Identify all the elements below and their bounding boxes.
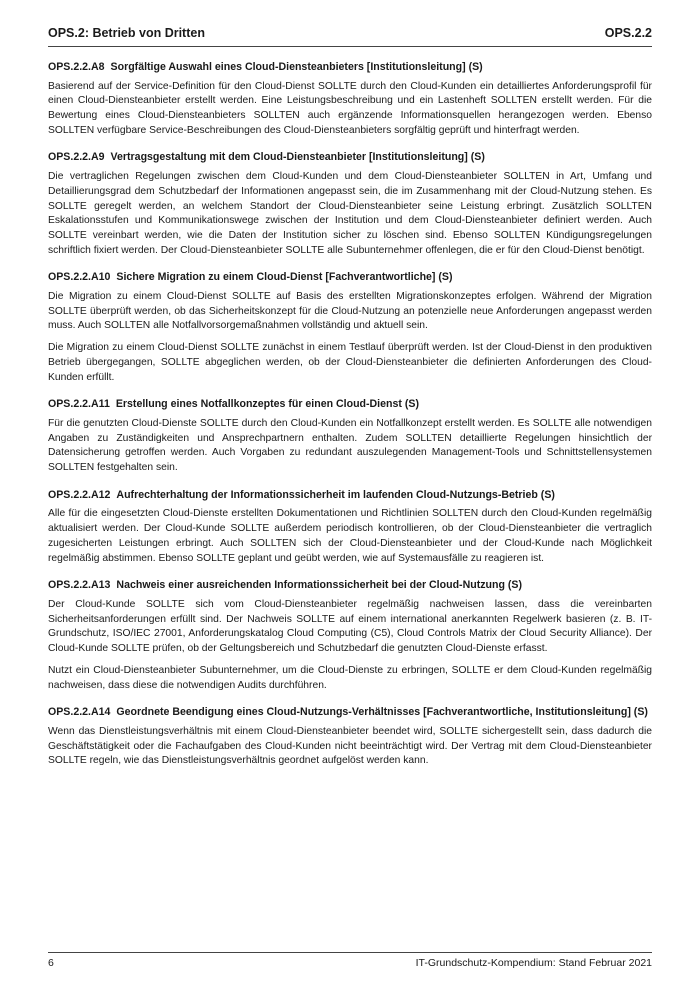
requirement-heading	[48, 270, 652, 285]
page-number: 6	[48, 957, 54, 969]
requirement-a11	[48, 397, 652, 475]
requirement-title: Geordnete Beendigung eines Cloud-Nutzungs-Verhältnisses [Fachverantwortliche, Institutionsleitung] (S)	[116, 706, 648, 719]
page-footer	[48, 957, 652, 969]
requirement-title: Sorgfältige Auswahl eines Cloud-Diensteanbieters [Institutionsleitung] (S)	[110, 61, 483, 73]
requirement-paragraph: Der Cloud-Kunde SOLLTE sich vom Cloud-Diensteanbieter regelmäßig nachweisen lassen, dass die vereinbarten Sicherheitsanforderungen erfüllt sind. Der Nachweis SOLLTE auf einem international anerkannten Regelwerk basieren (z. B. IT-Grundschutz, ISO/IEC 27001, Anforderungskatalog Cloud Computing (C5), Cloud Controls Matrix der Cloud Security Alliance). Der Cloud-Kunde SOLLTE prüfen, ob der Geltungsbereich und Schutzbedarf die genutzten Cloud-Dienste erfasst.	[48, 598, 652, 655]
requirement-a10	[48, 270, 652, 385]
requirement-title: Erstellung eines Notfallkonzeptes für einen Cloud-Dienst (S)	[115, 398, 419, 411]
requirement-title: Sichere Migration zu einem Cloud-Dienst [Fachverantwortliche] (S)	[116, 271, 453, 284]
requirements-list	[48, 60, 652, 781]
footer-edition: IT-Grundschutz-Kompendium: Stand Februar 2021	[415, 957, 652, 969]
requirement-paragraph: Die Migration zu einem Cloud-Dienst SOLLTE zunächst in einem Testlauf überprüft werden. Ist der Cloud-Dienst in den produktiven Betrieb übergegangen, SOLLTE abgeglichen werden, ob der Cloud-Diensteanbieter die definierten Anforderungen des Cloud-Kunden erfüllt.	[48, 342, 652, 383]
requirement-heading	[48, 488, 652, 503]
requirement-code: OPS.2.2.A13	[48, 579, 111, 592]
requirement-a14	[48, 705, 652, 769]
requirement-paragraph: Basierend auf der Service-Definition für den Cloud-Dienst SOLLTE durch den Cloud-Kunden ein detailliertes Anforderungsprofil für einen Cloud-Diensteanbieter erstellt werden. Eine Leistungsbeschreibung und ein Lastenheft SOLLTEN erstellt werden. Für die Bewertung eines Cloud-Diensteanbieters SOLLTEN auch ergänzende Informationsquellen herangezogen werden. Ebenso SOLLTEN verfügbare Service-Beschreibungen des Cloud-Diensteanbieters sorgfältig geprüft und hinterfragt werden.	[48, 80, 652, 136]
requirement-heading	[48, 705, 652, 720]
requirement-paragraph: Alle für die eingesetzten Cloud-Dienste erstellten Dokumentationen und Richtlinien SOLLTEN durch den Cloud-Kunden regelmäßig aktualisiert werden. Der Cloud-Kunde SOLLTE außerdem periodisch kontrollieren, ob der Cloud-Diensteanbieter die vertraglich zugesicherten Leistungen erbringt. Auch SOLLTEN sich der Cloud-Diensteanbieter und der Cloud-Kunde nach Möglichkeit regelmäßig abstimmen. Ebenso SOLLTE geplant und geübt werden, wie auf Systemausfälle zu reagieren ist.	[48, 508, 652, 564]
header-divider	[48, 46, 652, 47]
page-header	[48, 22, 652, 44]
requirement-title: Aufrechterhaltung der Informationssicherheit im laufenden Cloud-Nutzungs-Betrieb (S)	[116, 488, 555, 501]
requirement-code: OPS.2.2.A14	[48, 706, 111, 719]
requirement-heading	[48, 150, 652, 165]
requirement-code: OPS.2.2.A10	[48, 271, 111, 284]
requirement-title: Vertragsgestaltung mit dem Cloud-Diensteanbieter [Institutionsleitung] (S)	[110, 151, 485, 164]
footer-divider	[48, 952, 652, 953]
requirement-heading	[48, 397, 652, 412]
requirement-a12	[48, 488, 652, 566]
header-title: OPS.2: Betrieb von Dritten	[48, 26, 205, 40]
requirement-paragraph: Nutzt ein Cloud-Diensteanbieter Subunternehmer, um die Cloud-Dienste zu erbringen, SOLLTE er dem Cloud-Kunden regelmäßig nachweisen, dass diese die notwendigen Audits durchführen.	[48, 664, 652, 691]
requirement-heading	[48, 578, 652, 593]
requirement-a8	[48, 60, 652, 138]
requirement-paragraph: Die vertraglichen Regelungen zwischen dem Cloud-Kunden und dem Cloud-Diensteanbieter SOLLTEN in Art, Umfang und Detaillierungsgrad dem Schutzbedarf der Informationen angepasst sein, die im Zusammenhang mit der Cloud-Nutzung stehen. Es SOLLTE geregelt werden, an welchem Standort der Cloud-Diensteanbieter seine Leistung erbringt. Zusätzlich SOLLTEN Eskalationsstufen und Kommunikationswege zwischen der Institution und dem Cloud-Diensteanbieter definiert werden. Auch SOLLTE vereinbart werden, wie die Daten der Institution sicher zu löschen sind. Ebenso SOLLTEN Kündigungsregelungen schriftlich fixiert werden. Der Cloud-Diensteanbieter SOLLTE alle Subunternehmer offenlegen, die er für den Cloud-Dienst benötigt.	[48, 171, 652, 256]
requirement-heading	[48, 60, 652, 75]
header-module-id: OPS.2.2	[604, 26, 652, 40]
requirement-a9	[48, 150, 652, 258]
requirement-paragraph: Für die genutzten Cloud-Dienste SOLLTE durch den Cloud-Kunden ein Notfallkonzept erstellt werden. Es SOLLTE alle notwendigen Angaben zu Zuständigkeiten und Ansprechpartnern enthalten. Zudem SOLLTEN detaillierte Regelungen hinsichtlich der Datensicherung getroffen werden. Auch Vorgaben zu redundant auszulegenden Management-Tools und Schnittstellensystemen SOLLTEN festgehalten sein.	[48, 417, 652, 474]
requirement-code: OPS.2.2.A9	[48, 151, 105, 164]
requirement-paragraph: Die Migration zu einem Cloud-Dienst SOLLTE auf Basis des erstellten Migrationskonzeptes erfolgen. Während der Migration SOLLTE überprüft werden, ob das Sicherheitskonzept für die Cloud-Nutzung an potenzielle neue Anforderungen angepasst werden muss. Auch SOLLTEN alle Notfallvorsorgemaßnahmen vollständig und aktuell sein.	[48, 291, 652, 332]
requirement-code: OPS.2.2.A12	[48, 488, 111, 501]
requirement-code: OPS.2.2.A11	[48, 398, 110, 411]
requirement-paragraph: Wenn das Dienstleistungsverhältnis mit einem Cloud-Diensteanbieter beendet wird, SOLLTE sichergestellt sein, dass dadurch die Geschäftstätigkeit oder die Fachaufgaben des Cloud-Kunden nicht beeinträchtigt wird. Der Vertrag mit dem Cloud-Diensteanbieter SOLLTE regeln, wie das Dienstleistungsverhältnis geordnet aufgelöst werden kann.	[48, 725, 652, 767]
requirement-a13	[48, 578, 652, 693]
requirement-title: Nachweis einer ausreichenden Informationssicherheit bei der Cloud-Nutzung (S)	[116, 579, 522, 592]
requirement-code: OPS.2.2.A8	[48, 61, 105, 73]
